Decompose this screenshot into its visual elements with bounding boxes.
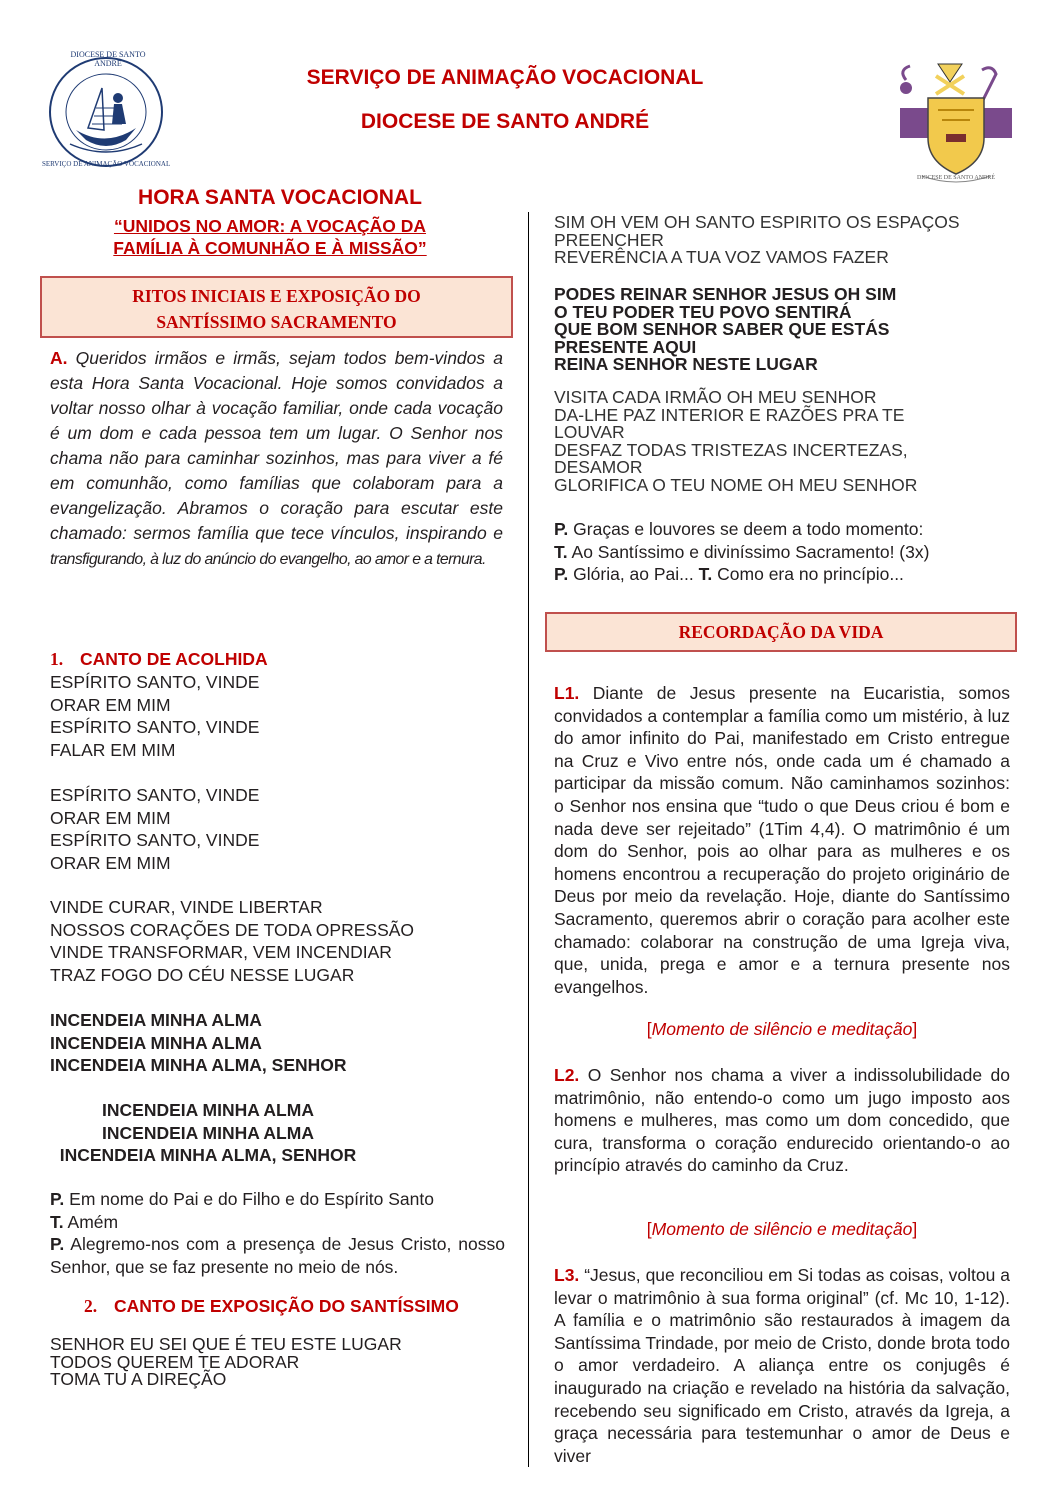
lyric-line: GLORIFICA O TEU NOME OH MEU SENHOR [554,474,918,495]
lyric-line: PRESENTE AQUI [554,336,697,357]
reading-l2 [554,1064,1010,1177]
lyric-line: INCENDEIA MINHA ALMA [50,1010,262,1030]
lyric-line: ORAR EM MIM [50,807,171,828]
lyric-line: PODES REINAR SENHOR JESUS OH SIM [554,284,897,304]
lyric-line: ESPÍRITO SANTO, VINDE [50,830,260,851]
lyric-line: ESPÍRITO SANTO, VINDE [50,785,260,805]
song2-chorus [554,286,896,374]
lyric-line: ORAR EM MIM [50,852,171,873]
dialog-text: Glória, ao Pai... [573,564,694,585]
lyric-line: ESPÍRITO SANTO, VINDE [50,717,260,738]
dialog-label: T. [50,1211,64,1232]
song2-stanza-2 [554,389,917,494]
lyric-line: VISITA CADA IRMÃO OH MEU SENHOR [554,387,877,407]
hora-santa-title: HORA SANTA VOCACIONAL [138,186,422,209]
reading-text: O Senhor nos chama a viver a indissolubilidade do matrimônio, não entendo-o como um jugo imposto aos homens e mulheres, mas como um dom concedido, que cura, transforma o coração endurecido orientando-o ao princípio através do caminho da Cruz. [554,1065,1010,1176]
dialog-2 [554,518,1014,586]
section-box-recordacao-da-vida [545,612,1017,652]
lyric-line: NOSSOS CORAÇÕES DE TODA OPRESSÃO [50,919,415,940]
lyric-line: INCENDEIA MINHA ALMA, SENHOR [50,1055,347,1076]
dialog-line [50,1188,505,1211]
intro-text-tail: transfigurando, à luz do anúncio do evangelho, ao amor e a ternura. [50,551,486,568]
lyric-line: SIM OH VEM OH SANTO ESPIRITO OS ESPAÇOS [554,212,960,232]
section-2-number: 2. [84,1296,98,1316]
dialog-line [554,563,1014,586]
lyric-line: DESFAZ TODAS TRISTEZAS INCERTEZAS, [554,439,908,460]
dialog-text: Alegremo-nos com a presença de Jesus Cristo, nosso Senhor, que se faz presente no meio de nós. [50,1234,505,1277]
reading-label: L1. [554,683,580,703]
lyric-line: O TEU PODER TEU POVO SENTIRÁ [554,301,852,322]
subtitle-line-1: “UNIDOS NO AMOR: A VOCAÇÃO DA [113,216,427,236]
song1-chorus-2 [38,1099,378,1167]
section-box-ritos-iniciais [40,276,513,338]
lyric-line: TODOS QUEREM TE ADORAR [50,1351,300,1372]
lyric-line: REVERÊNCIA A TUA VOZ VAMOS FAZER [554,247,889,267]
dialog-text: Como era no princípio... [717,564,904,585]
song1-stanza-1 [50,671,259,761]
lyric-line: VINDE TRANSFORMAR, VEM INCENDIAR [50,942,392,963]
silence-note-1: [Momento de silêncio e meditação] [646,1019,918,1039]
section-1-number: 1. [50,649,64,669]
lyric-line: ESPÍRITO SANTO, VINDE [50,672,260,692]
section-1-heading [50,649,268,670]
reading-label: L3. [554,1265,580,1285]
hora-santa-subtitle [30,215,510,259]
vocational-service-logo [40,48,172,176]
lyric-line: DA-LHE PAZ INTERIOR E RAZÕES PRA TE [554,404,905,425]
silence-text: Momento de silêncio e meditação [651,1019,913,1039]
box1-line-2: SANTÍSSIMO SACRAMENTO [156,312,397,332]
dialog-line [554,518,1014,541]
lyric-line: QUE BOM SENHOR SABER QUE ESTÁS [554,319,890,339]
dialog-text: Em nome do Pai e do Filho e do Espírito Santo [69,1189,434,1209]
dialog-line [554,541,1014,564]
lyric-line: TRAZ FOGO DO CÉU NESSE LUGAR [50,964,355,985]
column-divider [528,212,529,1467]
song1-stanza-2 [50,784,259,874]
section-2-heading [84,1296,459,1317]
dialog-text: Ao Santíssimo e diviníssimo Sacramento! (3x) [571,541,930,562]
dialog-text: Graças e louvores se deem a todo momento: [573,519,924,539]
lyric-line: INCENDEIA MINHA ALMA [50,1032,262,1053]
dialog-1 [50,1188,505,1278]
lyric-line: VINDE CURAR, VINDE LIBERTAR [50,897,323,917]
lyric-line: INCENDEIA MINHA ALMA [102,1100,314,1120]
silence-note-2: [Momento de silêncio e meditação] [646,1219,918,1239]
dialog-label: P. [50,1189,65,1209]
header-line-1: SERVIÇO DE ANIMAÇÃO VOCACIONAL [306,66,704,89]
lyric-line: ORAR EM MIM [50,694,171,715]
song1-stanza-3 [50,896,414,986]
intro-text: Queridos irmãos e irmãs, sejam todos bem-vindos a esta Hora Santa Vocacional. Hoje somos convidados a voltar nosso olhar à vocação familiar, onde cada vocação é um dom e cada pessoa tem um lugar. O Senhor nos chama não para caminhar sozinhos, mas para viver a fé em comunhão, como famílias que colaboram para a evangelização. Abramos o coração para escutar este chamado: sermos família que tece vínculos, inspirando e [50,348,503,543]
lyric-line: DESAMOR [554,457,643,477]
reading-l3 [554,1264,1010,1467]
reading-text: Diante de Jesus presente na Eucaristia, somos convidados a contemplar a família como um mistério, à luz do amor infinito do Pai, manifestado em Cristo entregue na Cruz e Vivo entre nós, onde cada um é chamado a participar da missão comum. Não caminhamos sozinhos: o Senhor nos ensina que “tudo o que Deus criou é bom e nada deve ser rejeitado” (1Tim 4,4). O matrimônio é um dom do Senhor, pois ao olhar para as mulheres e os homens encontrou a recuperação do projeto originário de Deus por meio da revelação. Hoje, diante do Santíssimo Sacramento, queremos abrir o coração para acolher este chamado: colaborar na construção de uma Igreja viva, que, unida, prega e amor e a ternura presente nos evangelhos. [554,683,1010,997]
section-2-title: CANTO DE EXPOSIÇÃO DO SANTÍSSIMO [114,1296,459,1316]
dialog-label: T. [698,564,713,585]
dialog-label: P. [50,1234,65,1255]
lyric-line: LOUVAR [554,422,625,442]
crest-motto: DIOCESE DE SANTO ANDRÉ [916,175,996,181]
dialog-label: P. [554,564,569,585]
header-line-2: DIOCESE DE SANTO ANDRÉ [360,110,650,133]
song2-continued-stanza-1 [554,214,960,267]
song2-lines [50,1336,402,1389]
subtitle-line-2: FAMÍLIA À COMUNHÃO E À MISSÃO” [113,238,427,258]
lyric-line: INCENDEIA MINHA ALMA, SENHOR [59,1145,357,1166]
lyric-line: FALAR EM MIM [50,739,176,760]
logo-top-text: DIOCESE DE SANTO ANDRÉ [70,50,146,68]
lyric-line: TOMA TU A DIREÇÃO [50,1369,227,1389]
logo-bottom-text: SERVIÇO DE ANIMAÇÃO VOCACIONAL [42,160,171,168]
lyric-line: INCENDEIA MINHA ALMA [102,1122,314,1143]
reading-label: L2. [554,1065,580,1085]
dialog-line [50,1233,505,1278]
song1-chorus-1 [50,1009,347,1077]
dialog-line [50,1211,505,1234]
reading-text: “Jesus, que reconciliou em Si todas as coisas, voltou a levar o matrimônio à sua forma original” (cf. Mc 10, 1-12). A família e o matrimônio são restaurados à imagem da Santíssima Trindade, por meio de Cristo, donde brota todo o amor verdadeiro. A aliança entre os conjugês é inaugurado na criação e revelado na história da salvação, recebendo seu significado em Cristo, através da Igreja, a graça necessária para testemunhar o amor de Deus e viver [554,1265,1010,1466]
section-1-title: CANTO DE ACOLHIDA [80,649,268,669]
lyric-line: REINA SENHOR NESTE LUGAR [554,354,818,374]
box2-label: RECORDAÇÃO DA VIDA [678,622,884,642]
reading-l1 [554,682,1010,998]
diocese-crest [886,58,1026,188]
lyric-line: PREENCHER [554,229,664,250]
intro-paragraph [50,346,503,572]
silence-text: Momento de silêncio e meditação [651,1219,913,1239]
lyric-line: SENHOR EU SEI QUE É TEU ESTE LUGAR [50,1334,402,1354]
box1-line-1: RITOS INICIAIS E EXPOSIÇÃO DO [132,286,421,306]
dialog-label: T. [554,541,568,562]
dialog-label: P. [554,519,569,539]
dialog-text: Amém [67,1211,119,1232]
intro-label: A. [50,348,68,368]
